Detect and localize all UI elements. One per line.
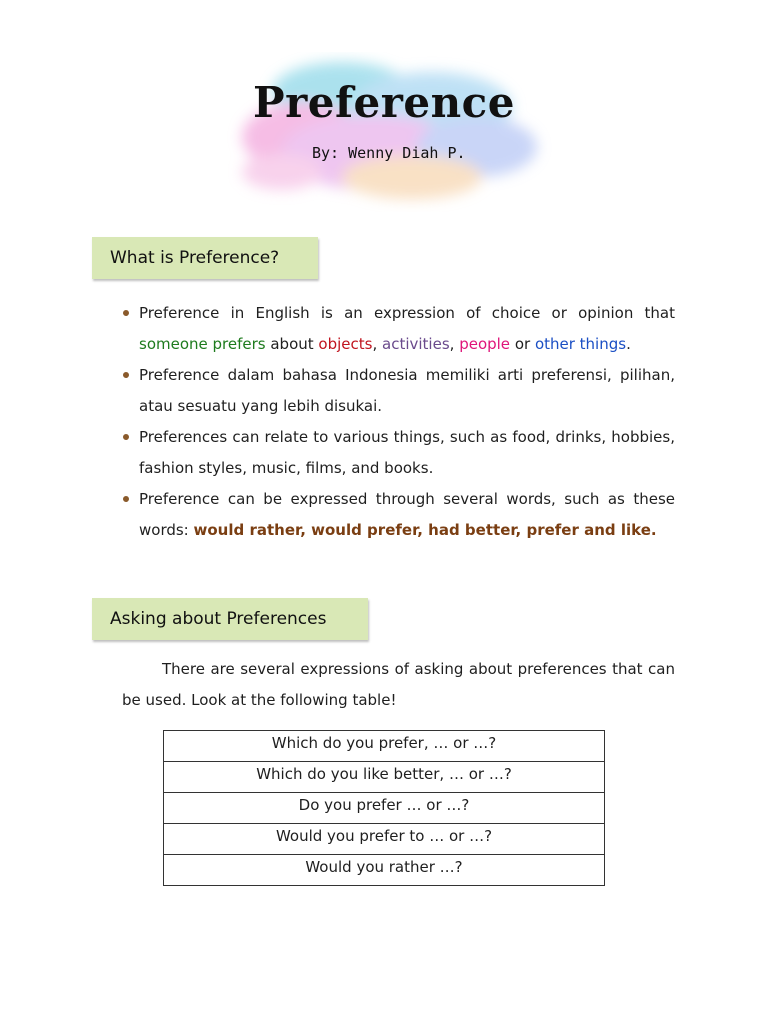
highlight-preference-words: would rather, would prefer, had better, prefer and like.: [193, 521, 657, 539]
bullet-text: Preference can be expressed through several words, such as these words:: [139, 490, 675, 539]
table-row: [164, 824, 605, 855]
watercolor-splash-graphic: [222, 52, 552, 212]
highlight-someone-prefers: someone prefers: [139, 335, 266, 353]
highlight-activities: activities: [382, 335, 450, 353]
bullet-text: .: [626, 335, 631, 353]
highlight-objects: objects: [318, 335, 373, 353]
table-row: [164, 762, 605, 793]
page-title: Preference: [253, 78, 515, 127]
bullet-text: or: [510, 335, 535, 353]
highlight-other-things: other things: [534, 335, 627, 353]
section-heading-what-is-preference: What is Preference?: [92, 237, 318, 279]
bullet-item-relate: Preferences can relate to various things, such as food, drinks, hobbies, fashion styles, music, films, and books.: [122, 422, 675, 484]
table-cell: Do you prefer … or …?: [164, 793, 605, 824]
section-heading-asking-about-preferences: Asking about Preferences: [92, 598, 368, 640]
highlight-people: people: [459, 335, 511, 353]
table-cell: Which do you prefer, … or …?: [164, 731, 605, 762]
bullet-text: Preference in English is an expression of choice or opinion that: [139, 304, 675, 322]
table-cell: Would you prefer to … or …?: [164, 824, 605, 855]
table-row: [164, 855, 605, 886]
bullet-item-indonesian: Preference dalam bahasa Indonesia memiliki arti preferensi, pilihan, atau sesuatu yang lebih disukai.: [122, 360, 675, 422]
intro-paragraph: There are several expressions of asking about preferences that can be used. Look at the following table!: [122, 660, 675, 709]
bullet-text: ,: [372, 335, 383, 353]
table-row: [164, 793, 605, 824]
table-row: [164, 731, 605, 762]
definition-bullet-list: [122, 298, 675, 546]
bullet-item-definition: [122, 298, 675, 360]
table-cell: Would you rather …?: [164, 855, 605, 886]
bullet-text: ,: [449, 335, 460, 353]
table-cell: Which do you like better, … or …?: [164, 762, 605, 793]
author-byline: By: Wenny Diah P.: [312, 144, 466, 162]
bullet-text: about: [265, 335, 319, 353]
bullet-item-expressed: [122, 484, 675, 546]
expressions-table: [163, 730, 605, 886]
